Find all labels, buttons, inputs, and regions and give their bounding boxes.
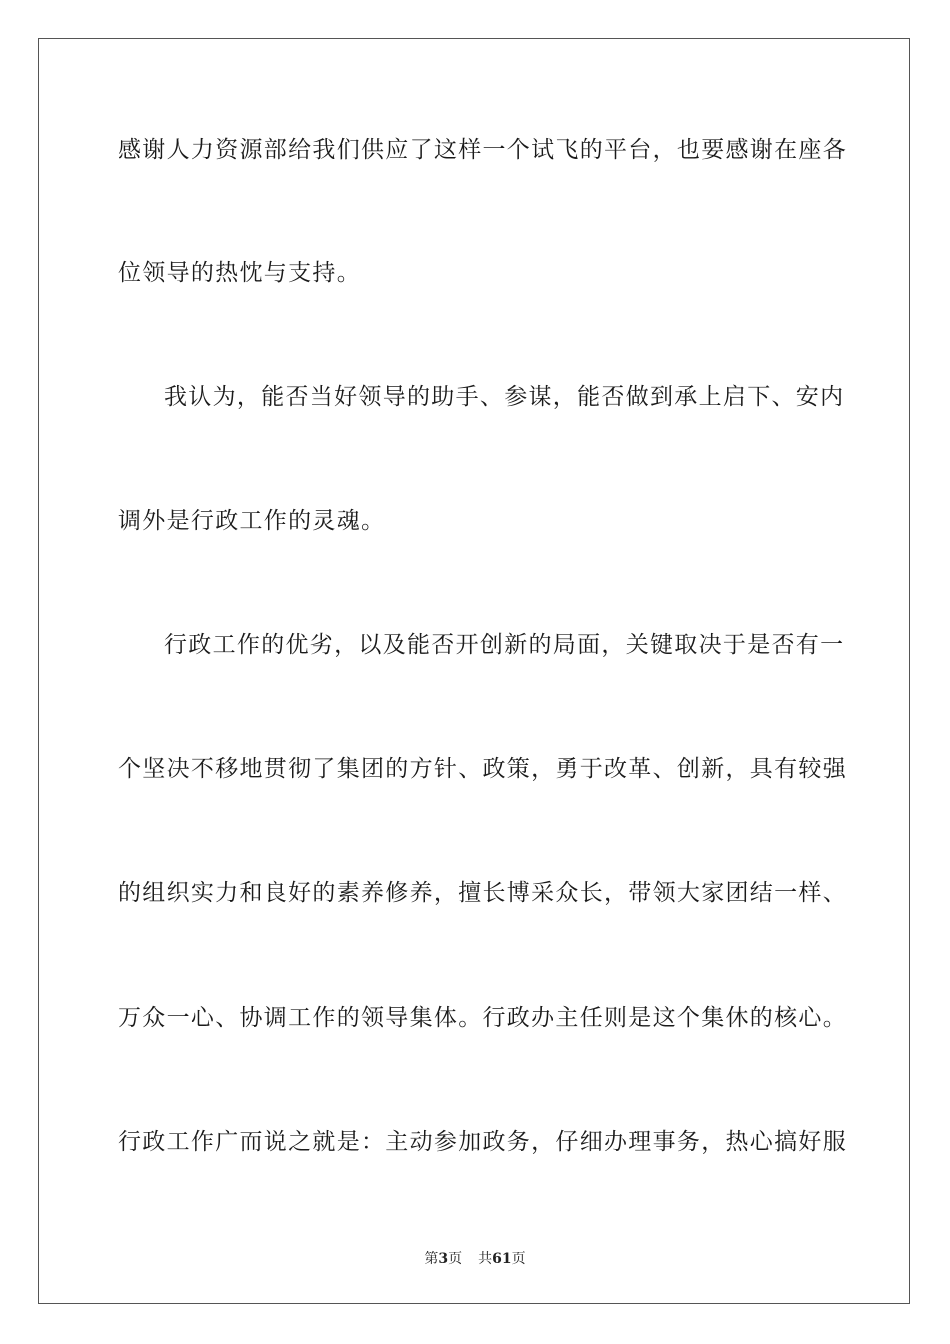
paragraph-start-line: 我认为，能否当好领导的助手、参谋，能否做到承上启下、安内 bbox=[164, 384, 845, 410]
text-line: 的组织实力和良好的素养修养，擅长博采众长，带领大家团结一样、 bbox=[118, 880, 847, 906]
text-line: 行政工作广而说之就是：主动参加政务，仔细办理事务，热心搞好服 bbox=[118, 1129, 847, 1155]
page-prefix: 第 bbox=[424, 1251, 439, 1267]
page-number: 3 bbox=[438, 1251, 449, 1267]
text-line: 万众一心、协调工作的领导集体。行政办主任则是这个集休的核心。 bbox=[118, 1005, 847, 1031]
paragraph-start-line: 行政工作的优劣，以及能否开创新的局面，关键取决于是否有一 bbox=[164, 632, 845, 658]
page-suffix: 页 bbox=[448, 1251, 463, 1267]
page-border bbox=[38, 38, 910, 1304]
total-suffix: 页 bbox=[511, 1251, 526, 1267]
text-line: 个坚决不移地贯彻了集团的方针、政策，勇于改革、创新，具有较强 bbox=[118, 756, 847, 782]
text-line: 调外是行政工作的灵魂。 bbox=[118, 508, 386, 534]
text-line: 感谢人力资源部给我们供应了这样一个试飞的平台，也要感谢在座各 bbox=[118, 137, 847, 163]
total-pages: 61 bbox=[492, 1251, 512, 1267]
text-line: 位领导的热忱与支持。 bbox=[118, 260, 361, 286]
total-prefix: 共 bbox=[478, 1251, 493, 1267]
page-footer bbox=[0, 1248, 950, 1268]
